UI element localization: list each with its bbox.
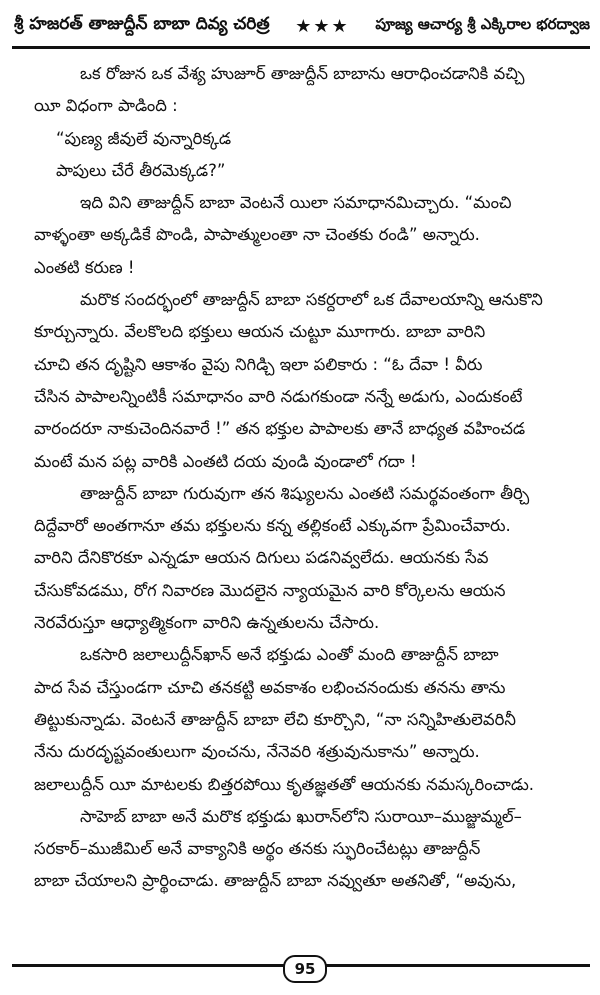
text-line: నెరవేరుస్తూ ఆధ్యాత్మికంగా వారిని ఉన్నతులను చేసారు. [34, 613, 380, 633]
text-line: ఒక రోజున ఒక వేశ్య హుజూర్ తాజుద్దీన్ బాబాను ఆరాధించడానికి వచ్చి [80, 64, 525, 83]
text-line: సాహెబ్ బాబా అనే మరొక భక్తుడు ఖురాన్‌లోని సురాయీ–ముజ్జుమ్మల్– [80, 806, 522, 826]
page-body [34, 58, 578, 898]
text-line: కూర్చున్నారు. వేలకొలది భక్తులు ఆయన చుట్టూ మూగారు. బాబా వారిని [34, 322, 486, 342]
text-line: సరకార్–ముజీమిల్ అనే వాక్యానికి అర్థం తనకు స్ఫురించేటట్లు తాజుద్దీన్ [34, 839, 481, 859]
text-line: చేసిన పాపాలన్నింటికీ సమాధానం వారి నడుగకుండా నన్నే అడుగు, ఎందుకంటే [34, 386, 523, 406]
text-line: ఇది విని తాజుద్దీన్ బాబా వెంటనే యిలా సమాధానమిచ్చారు. “మంచి [80, 193, 512, 213]
text-line: యీ విధంగా పాడింది : [34, 96, 178, 116]
book-title: శ్రీ హజరత్ తాజుద్దీన్ బాబా దివ్య చరిత్ర [14, 14, 270, 34]
text-line: పాద సేవ చేస్తుండగా చూచి తనకట్టి అవకాశం లభించనందుకు తనను తాను [34, 677, 506, 697]
text-line: వారందరూ నాకుచెందినవారే !” తన భక్తుల పాపాలకు తానే బాధ్యత వహించడ [34, 419, 526, 439]
verse-line: “పుణ్య జీవులే వున్నారిక్కడ [56, 128, 232, 148]
text-line: ఎంతటి కరుణ ! [34, 257, 135, 277]
text-line: వాళ్ళంతా అక్కడికే పొండి, పాపాత్ములంతా నా చెంతకు రండి” అన్నారు. [34, 225, 480, 245]
header-stars-ornament: ★★★ [295, 15, 350, 37]
text-line: మంటే మన పట్ల వారికి ఎంతటి దయ వుండి వుండాలో గదా ! [34, 451, 417, 471]
page-number: 95 [283, 955, 327, 983]
text-line: దిద్దేవారో అంతగానూ తమ భక్తులను కన్న తల్లికంటే ఎక్కువగా ప్రేమించేవారు. [34, 516, 511, 536]
text-line: జలాలుద్దీన్ యీ మాటలకు బిత్తరపోయి కృతజ్ఞతతో ఆయనకు నమస్కరించాడు. [34, 774, 535, 794]
text-line: బాబా చేయాలని ప్రార్థించాడు. తాజుద్దీన్ బాబా నవ్వుతూ అతనితో, “అవును, [34, 871, 517, 891]
text-line: మరొక సందర్భంలో తాజుద్దీన్ బాబా సకర్దరాలో ఒక దేవాలయాన్ని ఆనుకొని [80, 290, 543, 310]
running-header [14, 8, 590, 44]
text-line: చేసుకోవడము, రోగ నివారణ మొదలైన న్యాయమైన వారి కోర్కెలను ఆయన [34, 580, 506, 600]
text-line: తిట్టుకున్నాడు. వెంటనే తాజుద్దీన్ బాబా లేచి కూర్చొని, “నా సన్నిహితులెవరినీ [34, 709, 516, 729]
text-line: తాజుద్దీన్ బాబా గురువుగా తన శిష్యులను ఎంతటి సమర్థవంతంగా తీర్చి [80, 483, 530, 503]
text-line: ఒకసారి జలాలుద్దీన్‌ఖాన్ అనే భక్తుడు ఎంతో మంది తాజుద్దీన్ బాబా [80, 645, 499, 665]
text-line: చూచి తన దృష్టిని ఆకాశం వైపు నిగిడ్చి ఇలా పలికారు : “ఓ దేవా ! వీరు [34, 354, 483, 374]
text-line: వారిని దేనికొరకూ ఎన్నడూ ఆయన దిగులు పడనివ్వలేదు. ఆయనకు సేవ [34, 548, 489, 568]
header-divider [12, 46, 590, 49]
text-line: నేను దురదృష్టవంతులుగా వుంచను, నేనెవరి శత్రువునుకాను” అన్నారు. [34, 742, 480, 762]
author-name: పూజ్య ఆచార్య శ్రీ ఎక్కిరాల భరద్వాజ [375, 15, 590, 33]
verse-line: పాపులు చేరే తీరమెక్కడ?” [56, 160, 226, 180]
